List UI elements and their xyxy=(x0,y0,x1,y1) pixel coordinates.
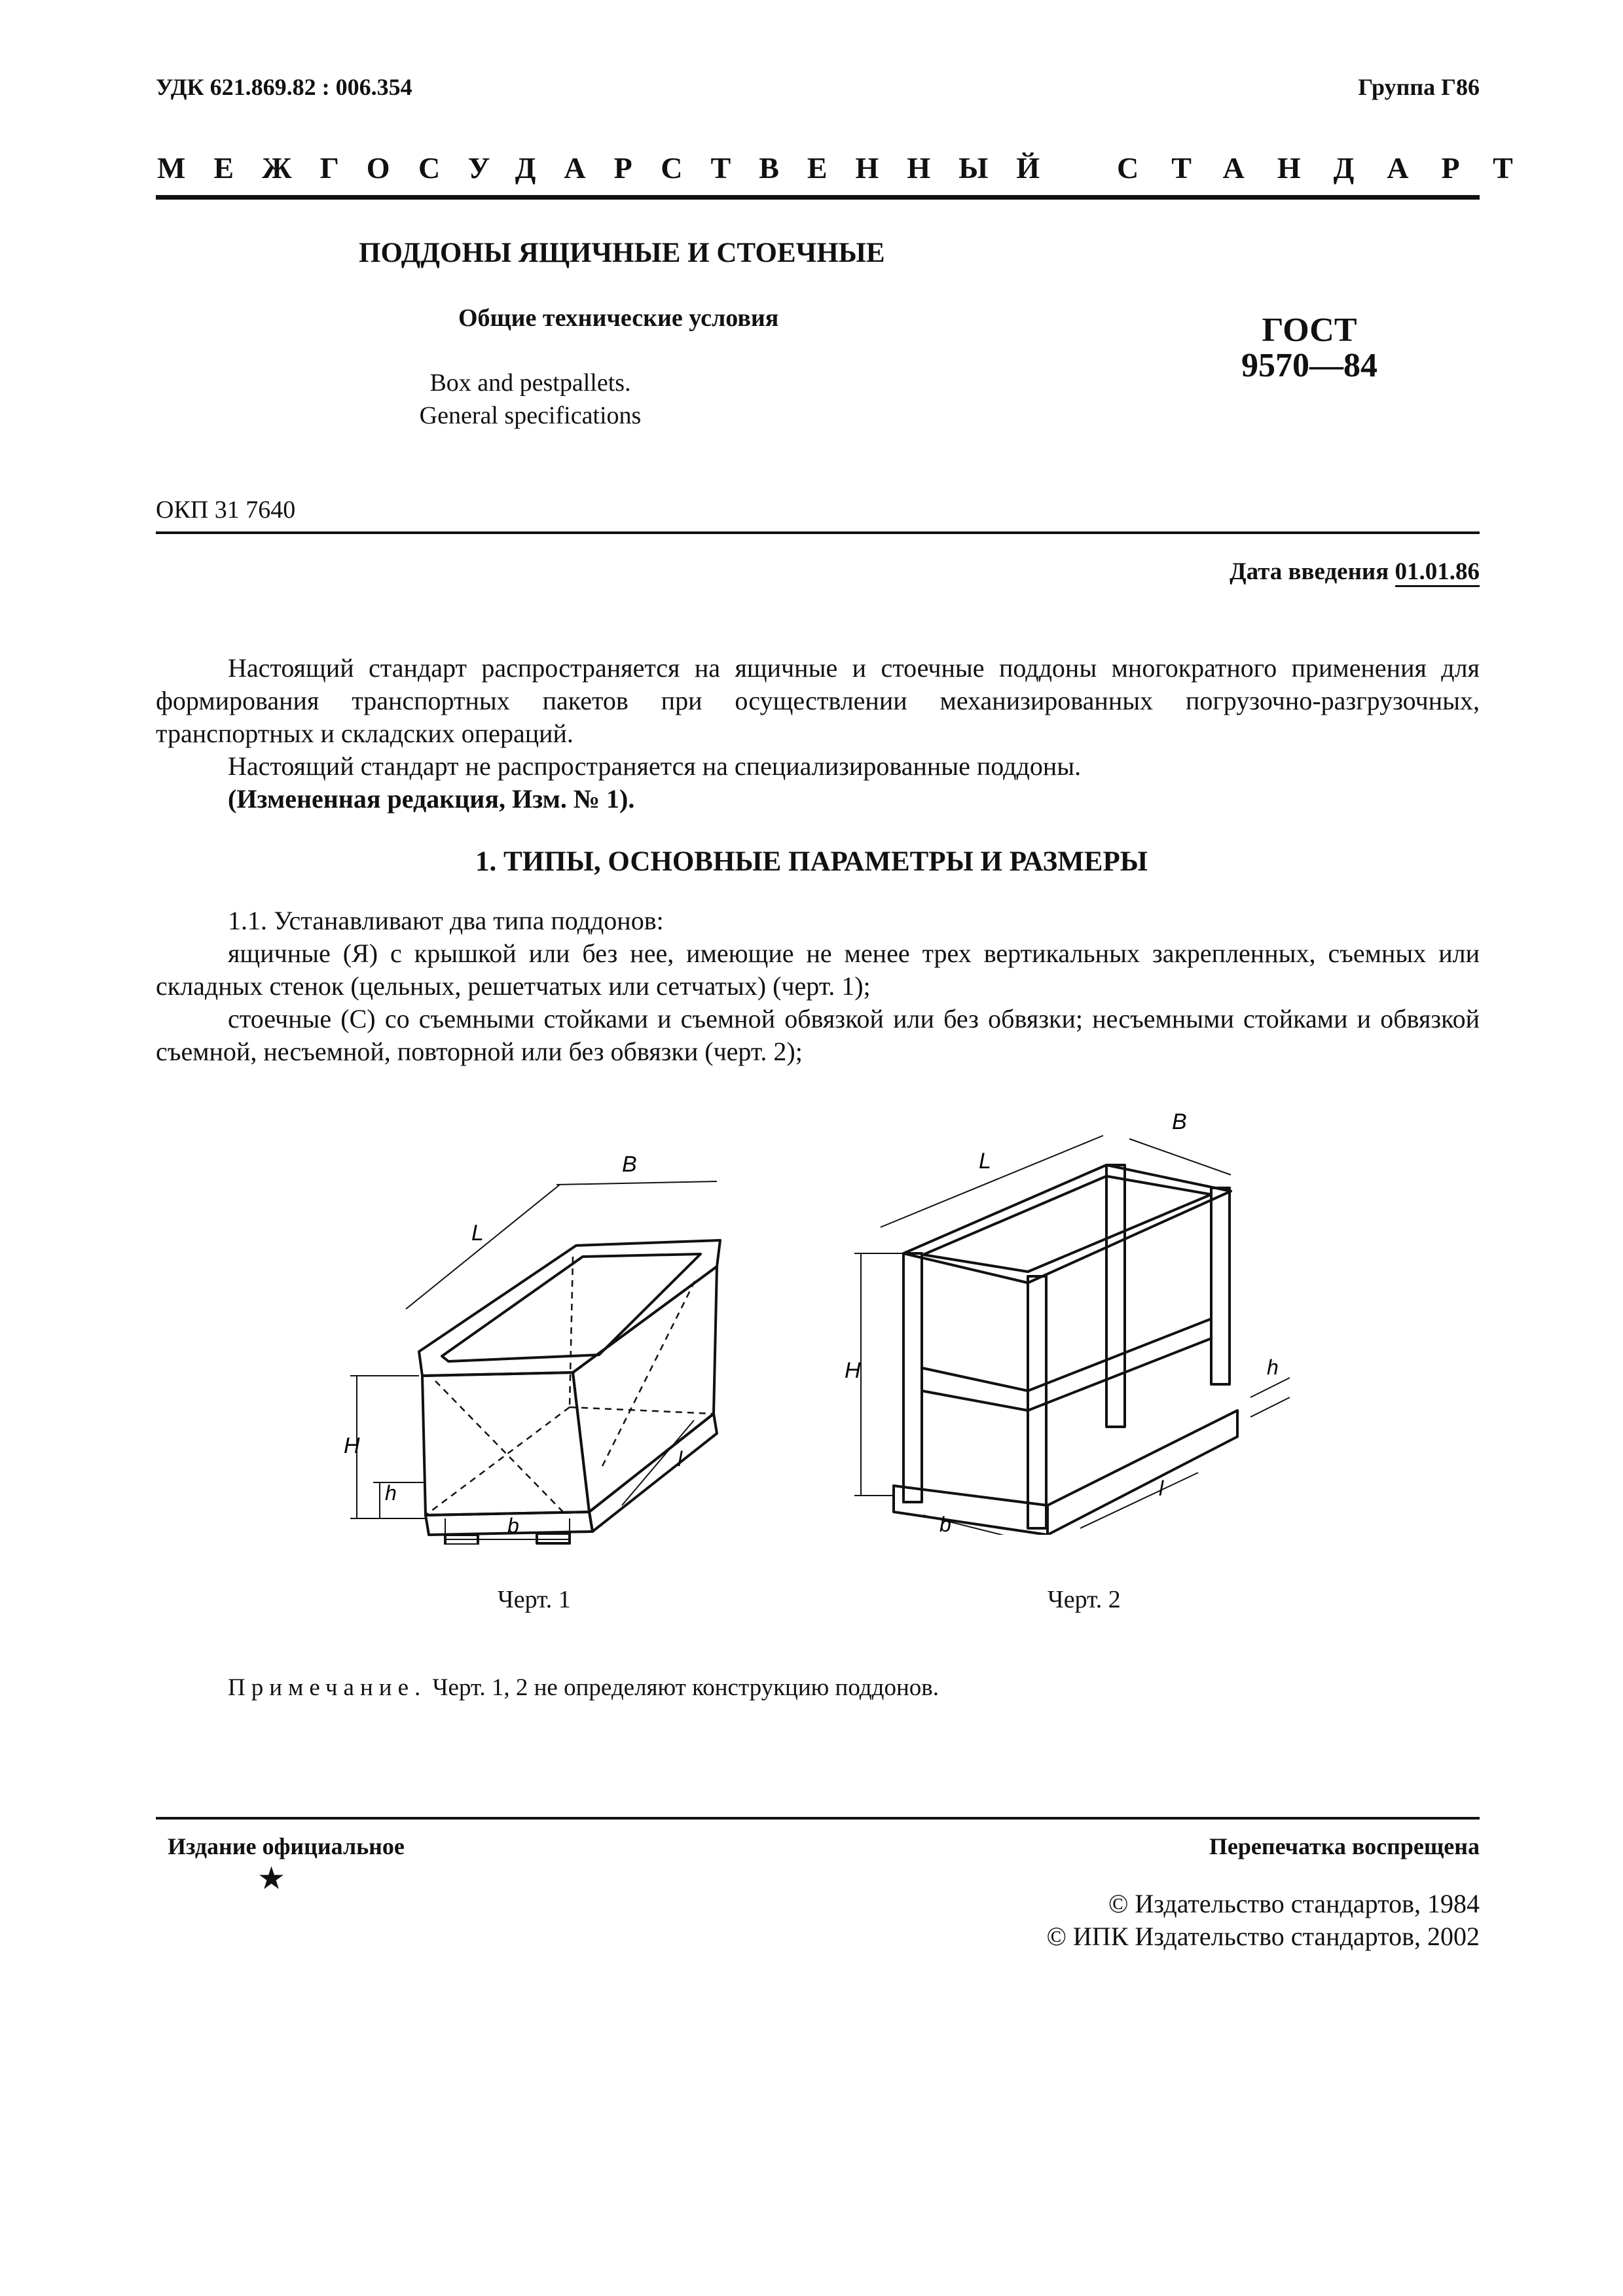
english-title-line2: General specifications xyxy=(419,402,642,429)
fig1-label-H: H xyxy=(344,1433,360,1458)
post-front-right xyxy=(1028,1276,1046,1528)
copyright-2002: © ИПК Издательство стандартов, 2002 xyxy=(1046,1922,1480,1951)
udk-code: УДК 621.869.82 : 006.354 xyxy=(156,74,412,100)
fig2-label-L: L xyxy=(979,1149,991,1174)
paragraph-scope: Настоящий стандарт распространяется на ящичные и стоечные поддоны многократного применения для формирования транспортных пакетов при осуществлении механизированных погрузочно-разгрузочных, транспортных и складских операций. xyxy=(156,653,1480,748)
document-title: ПОДДОНЫ ЯЩИЧНЫЕ И СТОЕЧНЫЕ xyxy=(359,238,885,268)
paragraph-exclusion: Настоящий стандарт не распространяется на специализированные поддоны. xyxy=(228,751,1082,781)
fig2-label-h: h xyxy=(1267,1355,1279,1379)
gost-number: 9570—84 xyxy=(1241,347,1377,384)
banner-standard: СТАНДАРТ xyxy=(1117,151,1546,185)
post-back-right xyxy=(1211,1188,1230,1384)
post-top-frame xyxy=(903,1165,1231,1283)
post-front-left xyxy=(903,1253,922,1502)
gost-designation xyxy=(1198,313,1421,384)
figure1-caption: Черт. 1 xyxy=(498,1586,571,1613)
fig2-label-H: H xyxy=(845,1358,861,1383)
fig1-label-b: b xyxy=(507,1514,519,1537)
copyright-block xyxy=(1047,1888,1480,1953)
note xyxy=(228,1674,939,1702)
fig1-label-l: l xyxy=(678,1447,683,1471)
banner-interstate: МЕЖГОСУДАРСТВЕННЫЙ xyxy=(157,151,1068,185)
box-side-wall xyxy=(573,1266,717,1512)
post-back-left xyxy=(1106,1165,1125,1427)
figure-box-pallet xyxy=(340,1126,746,1545)
paragraph-post-type: стоечные (С) со съемными стойками и съемной обвязкой или без обвязки; несъемными стойками и обвязкой съемной, несъемной, повторной или без обвязки (черт. 2); xyxy=(156,1004,1480,1066)
fig2-label-l: l xyxy=(1159,1477,1164,1500)
introduction-date-value: 01.01.86 xyxy=(1395,558,1480,587)
copyright-1984: © Издательство стандартов, 1984 xyxy=(1108,1889,1480,1918)
introduction-date xyxy=(1230,558,1480,586)
note-text: Черт. 1, 2 не определяют конструкцию поддонов. xyxy=(432,1674,939,1701)
okp-code: ОКП 31 7640 xyxy=(156,496,296,524)
document-subtitle: Общие технические условия xyxy=(458,304,779,332)
fig1-label-B: B xyxy=(622,1152,637,1177)
fig1-label-L: L xyxy=(471,1221,484,1246)
fig1-label-h: h xyxy=(385,1481,397,1505)
official-edition: Издание официальное xyxy=(168,1833,405,1859)
english-title-line1: Box and pestpallets. xyxy=(429,369,631,397)
gost-label: ГОСТ xyxy=(1262,312,1357,349)
star-icon: ★ xyxy=(257,1861,286,1896)
reprint-notice: Перепечатка воспрещена xyxy=(1209,1833,1480,1859)
banner-rule xyxy=(156,195,1480,200)
footer-rule xyxy=(156,1817,1480,1820)
paragraph-1-1: 1.1. Устанавливают два типа поддонов: xyxy=(228,906,664,935)
figure2-caption: Черт. 2 xyxy=(1048,1586,1121,1613)
fig2-label-B: B xyxy=(1172,1109,1187,1134)
english-title xyxy=(367,367,694,432)
section-heading: 1. ТИПЫ, ОСНОВНЫЕ ПАРАМЕТРЫ И РАЗМЕРЫ xyxy=(475,846,1148,877)
group-code: Группа Г86 xyxy=(1358,74,1480,100)
introduction-date-label: Дата введения xyxy=(1230,558,1389,585)
paragraph-amendment: (Измененная редакция, Изм. № 1). xyxy=(228,784,635,814)
fig2-label-b: b xyxy=(939,1513,951,1535)
note-label: Примечание. xyxy=(228,1674,427,1701)
figure-post-pallet xyxy=(831,1103,1303,1535)
okp-rule xyxy=(156,531,1480,534)
paragraph-box-type: ящичные (Я) с крышкой или без нее, имеющие не менее трех вертикальных закрепленных, съемных или складных стенок (цельных, решетчатых или сетчатых) (черт. 1); xyxy=(156,939,1480,1001)
